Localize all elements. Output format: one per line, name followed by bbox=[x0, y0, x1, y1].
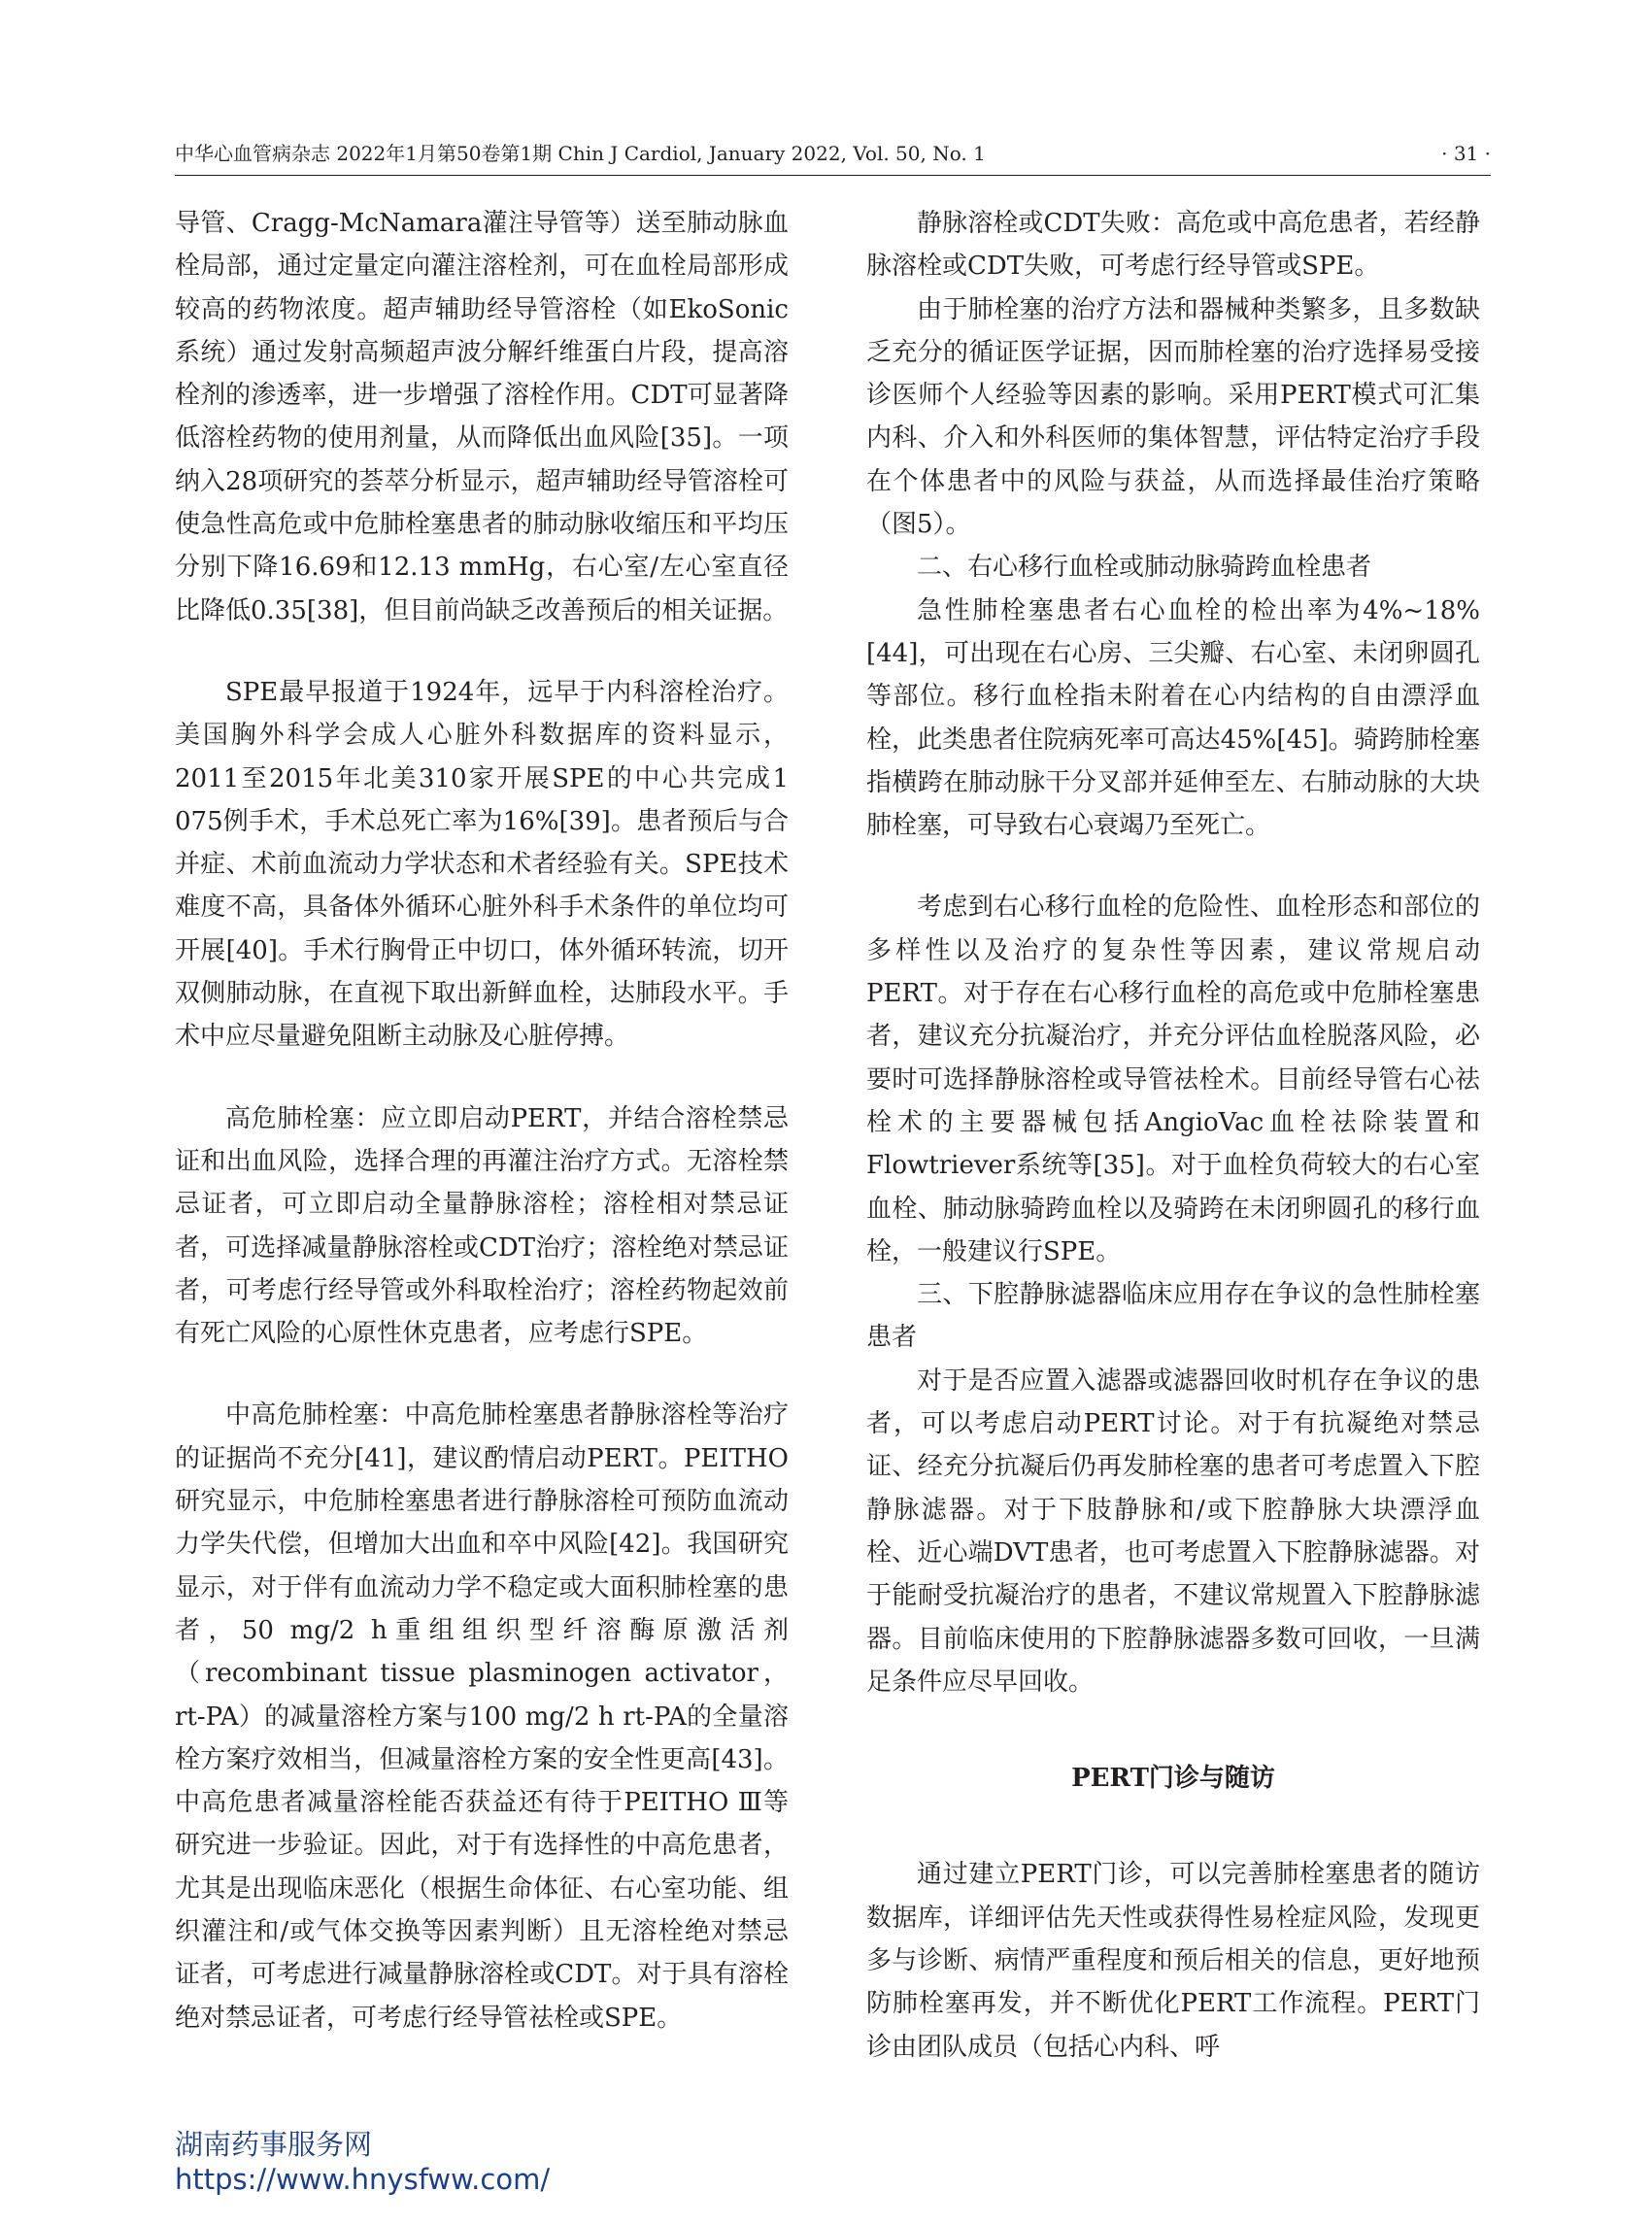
paragraph-ivc-filter: 对于是否应置入滤器或滤器回收时机存在争议的患者，可以考虑启动PERT讨论。对于有抗凝绝对禁忌证、经充分抗凝后仍再发肺栓塞的患者可考虑置入下腔静脉滤器。对于下肢静脉和/或下腔静脉大块漂浮血栓、近心端DVT患者，也可考虑置入下腔静脉滤器。对于能耐受抗凝治疗的患者，不建议常规置入下腔静脉滤器。目前临床使用的下腔静脉滤器多数可回收，一旦满足条件应尽早回收。 bbox=[866, 1365, 1480, 1697]
page-number: · 31 · bbox=[1441, 142, 1491, 165]
paragraph-pert-model: 由于肺栓塞的治疗方法和器械种类繁多，且多数缺乏充分的循证医学证据，因而肺栓塞的治疗选择易受接诊医师个人经验等因素的影响。采用PERT模式可汇集内科、介入和外科医师的集体智慧，评估特定治疗手段在个体患者中的风险与获益，从而选择最佳治疗策略（图5）。 bbox=[866, 294, 1480, 540]
running-header bbox=[175, 136, 1491, 171]
section-title-pert-clinic: PERT门诊与随访 bbox=[1071, 1764, 1275, 1794]
left-column bbox=[175, 202, 789, 2040]
header-rule bbox=[175, 175, 1491, 176]
paragraph-thrombus-management: 考虑到右心移行血栓的危险性、血栓形态和部位的多样性以及治疗的复杂性等因素，建议常规启动PERT。对于存在右心移行血栓的高危或中危肺栓塞患者，建议充分抗凝治疗，并充分评估血栓脱落风险，必要时可选择静脉溶栓或导管祛栓术。目前经导管右心祛栓术的主要器械包括AngioVac血栓祛除装置和Flowtriever系统等[35]。对于血栓负荷较大的右心室血栓、肺动脉骑跨血栓以及骑跨在未闭卵圆孔的移行血栓，一般建议行SPE。 bbox=[866, 893, 1480, 1266]
paragraph-thrombolysis-failure: 静脉溶栓或CDT失败：高危或中高危患者，若经静脉溶栓或CDT失败，可考虑行经导管或SPE。 bbox=[866, 209, 1480, 282]
watermark bbox=[175, 2127, 550, 2197]
section-heading-right-heart-thrombus: 二、右心移行血栓或肺动脉骑跨血栓患者 bbox=[917, 553, 1372, 583]
paragraph-cdt-continued: 导管、Cragg-McNamara灌注导管等）送至肺动脉血栓局部，通过定量定向灌注溶栓剂，可在血栓局部形成较高的药物浓度。超声辅助经导管溶栓（如EkoSonic系统）通过发射高频超声波分解纤维蛋白片段，提高溶栓剂的渗透率，进一步增强了溶栓作用。CDT可显著降低溶栓药物的使用剂量，从而降低出血风险[35]。一项纳入28项研究的荟萃分析显示，超声辅助经导管溶栓可使急性高危或中危肺栓塞患者的肺动脉收缩压和平均压分别下降16.69和12.13 mmHg，右心室/左心室直径比降低0.35[38]，但目前尚缺乏改善预后的相关证据。 bbox=[175, 209, 789, 625]
watermark-site-name: 湖南药事服务网 bbox=[175, 2128, 373, 2161]
paragraph-pert-clinic: 通过建立PERT门诊，可以完善肺栓塞患者的随访数据库，详细评估先天性或获得性易栓症风险，发现更多与诊断、病情严重程度和预后相关的信息，更好地预防肺栓塞再发，并不断优化PERT工作流程。PERT门诊由团队成员（包括心内科、呼 bbox=[866, 1860, 1480, 2062]
journal-info: 中华心血管病杂志 2022年1月第50卷第1期 Chin J Cardiol, January 2022, Vol. 50, No. 1 bbox=[175, 142, 986, 165]
watermark-site-url[interactable]: https://www.hnysfww.com/ bbox=[175, 2163, 551, 2196]
right-column bbox=[866, 202, 1480, 2069]
paragraph-spe: SPE最早报道于1924年，远早于内科溶栓治疗。美国胸外科学会成人心脏外科数据库的资料显示，2011至2015年北美310家开展SPE的中心共完成1 075例手术，手术总死亡率为16%[39]。患者预后与合并症、术前血流动力学状态和术者经验有关。SPE技术难度不高，具备体外循环心脏外科手术条件的单位均可开展[40]。手术行胸骨正中切口，体外循环转流，切开双侧肺动脉，在直视下取出新鲜血栓，达肺段水平。手术中应尽量避免阻断主动脉及心脏停搏。 bbox=[175, 677, 789, 1052]
paragraph-intermediate-high-risk: 中高危肺栓塞：中高危肺栓塞患者静脉溶栓等治疗的证据尚不充分[41]，建议酌情启动PERT。PEITHO研究显示，中危肺栓塞患者进行静脉溶栓可预防血流动力学失代偿，但增加大出血和卒中风险[42]。我国研究显示，对于伴有血流动力学不稳定或大面积肺栓塞的患者，50 mg/2 h重组组织型纤溶酶原激活剂（recombinant tissue plasminogen activator，rt-PA）的减量溶栓方案与100 mg/2 h rt-PA的全量溶栓方案疗效相当，但减量溶栓方案的安全性更高[43]。中高危患者减量溶栓能否获益还有待于PEITHO Ⅲ等研究进一步验证。因此，对于有选择性的中高危患者，尤其是出现临床恶化（根据生命体征、右心室功能、组织灌注和/或气体交换等因素判断）且无溶栓绝对禁忌证者，可考虑进行减量静脉溶栓或CDT。对于具有溶栓绝对禁忌证者，可考虑行经导管祛栓或SPE。 bbox=[175, 1400, 789, 2033]
paragraph-thrombus-detection: 急性肺栓塞患者右心血栓的检出率为4%~18%[44]，可出现在右心房、三尖瓣、右心室、未闭卵圆孔等部位。移行血栓指未附着在心内结构的自由漂浮血栓，此类患者住院病死率可高达45%[45]。骑跨肺栓塞指横跨在肺动脉干分叉部并延伸至左、右肺动脉的大块肺栓塞，可导致右心衰竭乃至死亡。 bbox=[866, 595, 1480, 841]
section-heading-ivc-filter: 三、下腔静脉滤器临床应用存在争议的急性肺栓塞患者 bbox=[866, 1280, 1480, 1353]
paragraph-high-risk: 高危肺栓塞：应立即启动PERT，并结合溶栓禁忌证和出血风险，选择合理的再灌注治疗方式。无溶栓禁忌证者，可立即启动全量静脉溶栓；溶栓相对禁忌证者，可选择减量静脉溶栓或CDT治疗；溶栓绝对禁忌证者，可考虑行经导管或外科取栓治疗；溶栓药物起效前有死亡风险的心原性休克患者，应考虑行SPE。 bbox=[175, 1103, 789, 1349]
